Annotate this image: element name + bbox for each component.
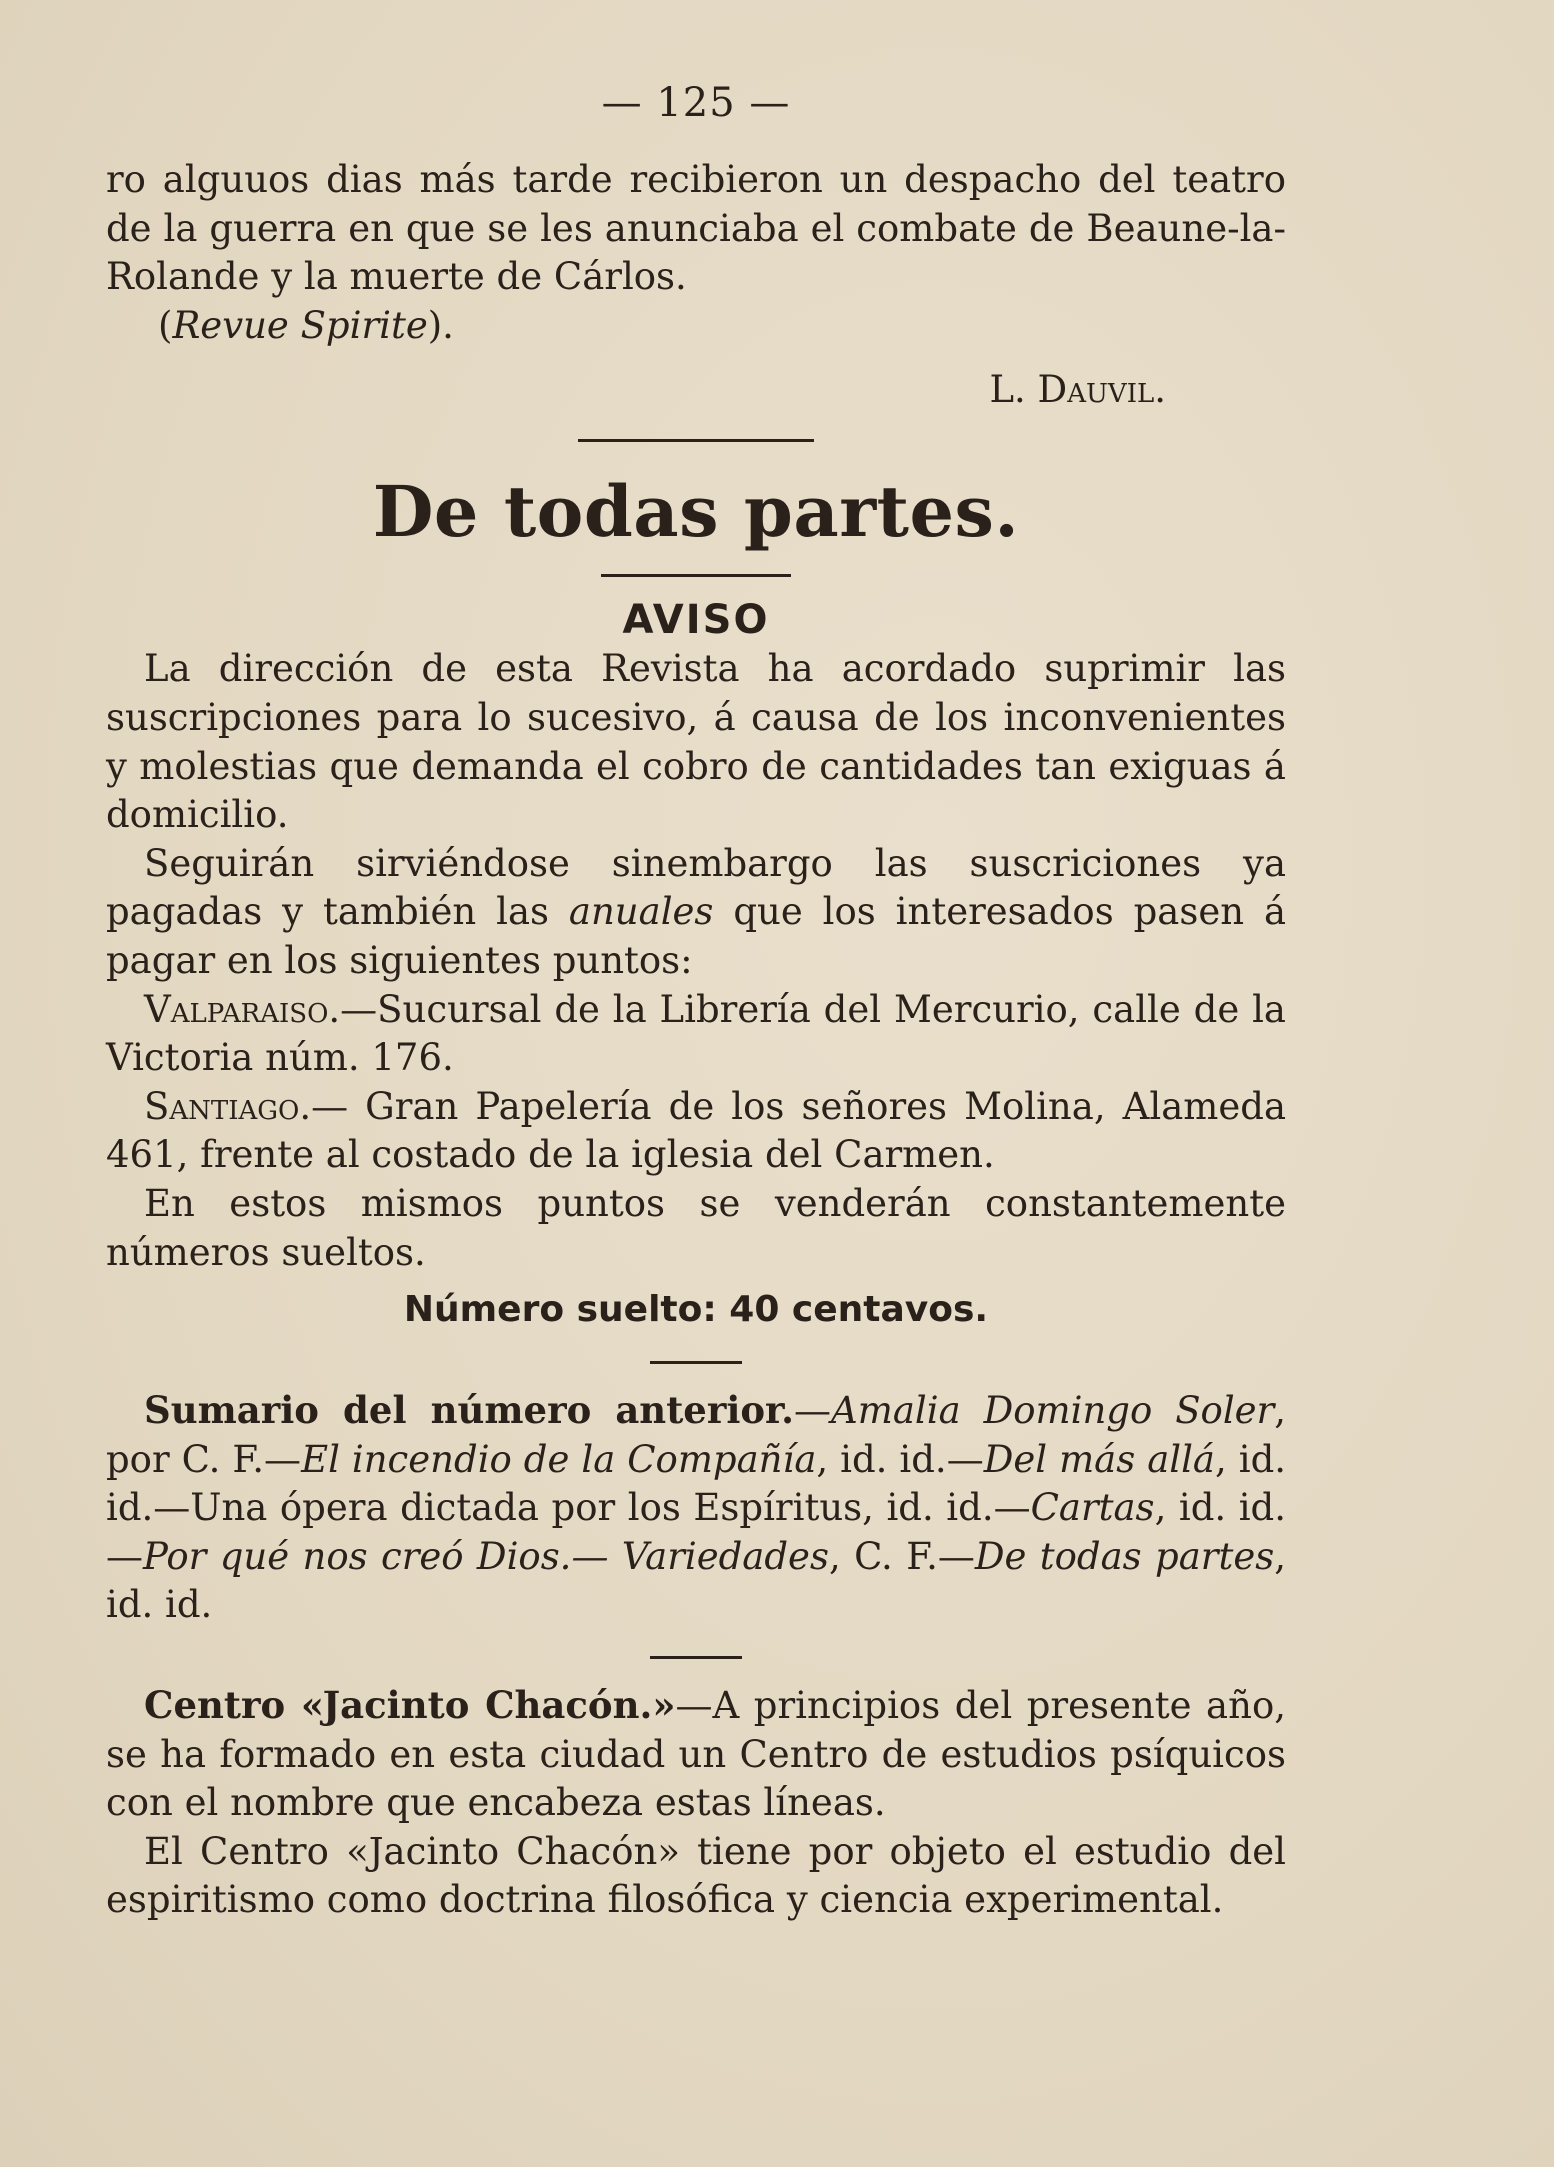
sumario-text-8: , id. id.— — [106, 1486, 1287, 1578]
title-divider — [601, 574, 791, 577]
sumario-title-7: Cartas — [1030, 1486, 1155, 1530]
sumario-title-11: De todas partes — [974, 1534, 1275, 1578]
continuation-paragraph: ro alguuos dias más tarde recibieron un despacho del teatro de la guerra en que se les anunciaba el combate de Beaune-la-Rolande y la muerte de Cárlos. — [106, 158, 1286, 299]
sumario-text-12: , id. id. — [106, 1534, 1286, 1627]
sumario-text-0: — — [794, 1389, 832, 1433]
paren-close: ). — [427, 303, 454, 347]
valparaiso-entry — [106, 986, 1286, 1083]
aviso-paragraph-3: En estos mismos puntos se venderán constantemente números sueltos. — [106, 1181, 1286, 1274]
valparaiso-label: Valparaiso. — [144, 987, 341, 1031]
divider — [650, 1656, 742, 1659]
aviso-paragraph-2 — [106, 840, 1286, 986]
aviso-title: AVISO — [622, 597, 770, 644]
source-title: Revue Spirite — [172, 303, 428, 347]
signature: L. Dauvil. — [989, 368, 1166, 412]
santiago-label: Santiago. — [144, 1084, 312, 1128]
sumario-paragraph — [106, 1386, 1286, 1630]
section-divider — [578, 439, 814, 442]
sumario-title-5: Del más allá — [983, 1437, 1215, 1481]
sumario-title-1: Amalia Domingo Soler — [831, 1389, 1275, 1433]
p2-text-a: Seguirán sirviéndose sinembargo las suscriciones ya pagadas y también las — [106, 841, 1286, 934]
sumario-text-10: , C. F.— — [828, 1534, 975, 1578]
sumario-heading: Sumario del número anterior. — [144, 1388, 795, 1433]
sumario-text-4: , id. id.— — [816, 1437, 984, 1481]
centro-paragraph-1 — [106, 1681, 1286, 1828]
aviso-paragraph-1: La dirección de esta Revista ha acordado suprimir las suscripciones para lo sucesivo, á causa de los inconvenientes y molestias que demanda el cobro de cantidades tan exiguas á domicilio. — [106, 647, 1286, 837]
centro-heading: Centro «Jacinto Chacón.» — [144, 1683, 676, 1728]
price-notice: Número suelto: 40 centavos. — [403, 1289, 989, 1331]
p2-text-b: que los interesados pasen á pagar en los siguientes puntos: — [106, 890, 1287, 982]
paren-open: ( — [158, 303, 173, 347]
sumario-text-6: , id. id.—Una ópera dictada por los Espíritus, id. id.— — [106, 1437, 1287, 1530]
sumario-text-2: , por C. F.— — [106, 1389, 1286, 1481]
source-citation — [106, 302, 1286, 351]
santiago-text: — Gran Papelería de los señores Molina, Alameda 461, frente al costado de la iglesia del Carmen. — [106, 1084, 1286, 1177]
page-number: — 125 — — [601, 80, 791, 126]
sumario-title-9: Por qué nos creó Dios.— Variedades — [143, 1534, 829, 1578]
section-title: De todas partes. — [372, 470, 1020, 554]
centro-text: —A principios del presente año, se ha formado en esta ciudad un Centro de estudios psíquicos con el nombre que encabeza estas líneas. — [106, 1684, 1286, 1825]
p2-emphasis: anuales — [568, 890, 714, 934]
centro-paragraph-2: El Centro «Jacinto Chacón» tiene por objeto el estudio del espiritismo como doctrina filosófica y ciencia experimental. — [106, 1829, 1286, 1922]
sumario-title-3: El incendio de la Compañía — [301, 1437, 817, 1481]
book-page — [106, 80, 1286, 1925]
santiago-entry — [106, 1083, 1286, 1180]
valparaiso-text: —Sucursal de la Librería del Mercurio, calle de la Victoria núm. 176. — [106, 987, 1286, 1080]
divider — [650, 1361, 742, 1364]
